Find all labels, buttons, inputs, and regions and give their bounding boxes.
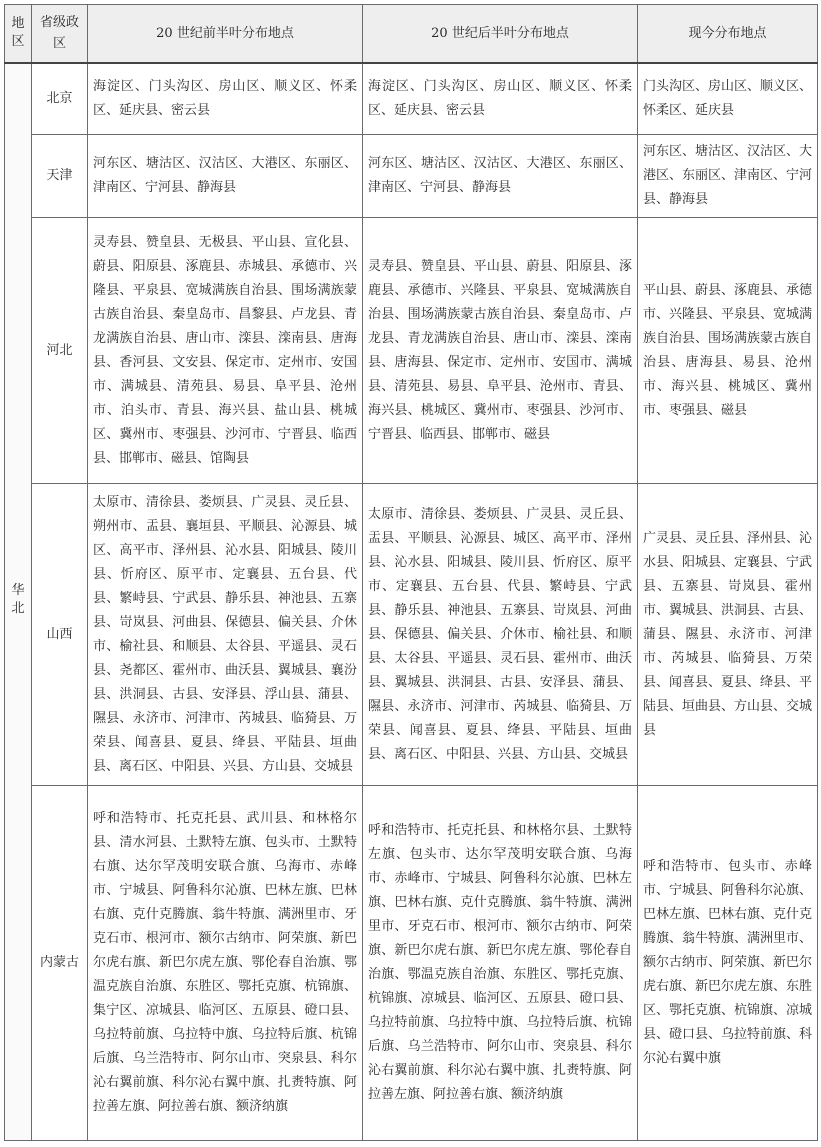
table-row [5, 63, 818, 135]
header-early-20th-century: 20 世纪前半叶分布地点 [88, 5, 363, 63]
header-row [5, 5, 818, 63]
late-locations-cell: 河东区、塘沽区、汉沽区、大港区、东丽区、津南区、宁河县、静海县 [363, 135, 638, 218]
late-locations-cell: 呼和浩特市、托克托县、和林格尔县、土默特左旗、包头市、达尔罕茂明安联合旗、乌海市、赤峰市、宁城县、阿鲁科尔沁旗、巴林左旗、巴林右旗、克什克腾旗、翁牛特旗、满洲里市、牙克石市、根河市、额尔古纳市、阿荣旗、新巴尔虎右旗、新巴尔虎左旗、鄂伦春自治旗、鄂温克族自治旗、东胜区、鄂托克旗、杭锦旗、凉城县、临河区、五原县、磴口县、乌拉特前旗、乌拉特中旗、乌拉特后旗、杭锦后旗、乌兰浩特市、阿尔山市、突泉县、科尔沁右翼前旗、科尔沁右翼中旗、扎赉特旗、阿拉善左旗、阿拉善右旗、额济纳旗 [363, 786, 638, 1141]
header-region: 地区 [5, 5, 32, 63]
early-locations-cell: 海淀区、门头沟区、房山区、顺义区、怀柔区、延庆县、密云县 [88, 63, 363, 135]
province-cell: 山西 [32, 484, 88, 786]
present-locations-cell: 呼和浩特市、包头市、赤峰市、宁城县、阿鲁科尔沁旗、巴林左旗、巴林右旗、克什克腾旗、翁牛特旗、满洲里市、额尔古纳市、阿荣旗、新巴尔虎右旗、新巴尔虎左旗、东胜区、鄂托克旗、杭锦旗、凉城县、磴口县、乌拉特前旗、科尔沁右翼中旗 [638, 786, 818, 1141]
table-row [5, 786, 818, 1141]
header-late-20th-century: 20 世纪后半叶分布地点 [363, 5, 638, 63]
present-locations-cell: 平山县、蔚县、涿鹿县、承德市、兴隆县、平泉县、宽城满族自治县、围场满族蒙古族自治县、唐海县、易县、沧州市、海兴县、桃城区、冀州市、枣强县、磁县 [638, 218, 818, 484]
present-locations-cell: 河东区、塘沽区、汉沽区、大港区、东丽区、津南区、宁河县、静海县 [638, 135, 818, 218]
header-province: 省级政区 [32, 5, 88, 63]
early-locations-cell: 呼和浩特市、托克托县、武川县、和林格尔县、清水河县、土默特左旗、包头市、土默特右旗、达尔罕茂明安联合旗、乌海市、赤峰市、宁城县、阿鲁科尔沁旗、巴林左旗、巴林右旗、克什克腾旗、翁牛特旗、满洲里市、牙克石市、根河市、额尔古纳市、阿荣旗、新巴尔虎右旗、新巴尔虎左旗、鄂伦春自治旗、鄂温克族自治旗、东胜区、鄂托克旗、杭锦旗、集宁区、凉城县、临河区、五原县、磴口县、乌拉特前旗、乌拉特中旗、乌拉特后旗、杭锦后旗、乌兰浩特市、阿尔山市、突泉县、科尔沁右翼前旗、科尔沁右翼中旗、扎赉特旗、阿拉善左旗、阿拉善右旗、额济纳旗 [88, 786, 363, 1141]
table-row [5, 218, 818, 484]
region-cell: 华北 [5, 63, 32, 1141]
province-cell: 天津 [32, 135, 88, 218]
late-locations-cell: 灵寿县、赞皇县、平山县、蔚县、阳原县、涿鹿县、承德市、兴隆县、平泉县、宽城满族自治县、围场满族蒙古族自治县、秦皇岛市、卢龙县、青龙满族自治县、唐山市、滦县、滦南县、唐海县、保定市、定州市、安国市、满城县、清苑县、易县、阜平县、沧州市、青县、海兴县、桃城区、冀州市、枣强县、沙河市、宁晋县、临西县、邯郸市、磁县 [363, 218, 638, 484]
province-cell: 北京 [32, 63, 88, 135]
header-present: 现今分布地点 [638, 5, 818, 63]
late-locations-cell: 太原市、清徐县、娄烦县、广灵县、灵丘县、盂县、平顺县、沁源县、城区、高平市、泽州县、沁水县、阳城县、陵川县、忻府区、原平市、定襄县、五台县、代县、繁峙县、宁武县、静乐县、神池县、五寨县、岢岚县、河曲县、保德县、偏关县、介休市、榆社县、和顺县、太谷县、平遥县、灵石县、霍州市、曲沃县、翼城县、洪洞县、古县、安泽县、蒲县、隰县、永济市、河津市、芮城县、临猗县、万荣县、闻喜县、夏县、绛县、平陆县、垣曲县、离石区、中阳县、兴县、方山县、交城县 [363, 484, 638, 786]
province-cell: 内蒙古 [32, 786, 88, 1141]
early-locations-cell: 太原市、清徐县、娄烦县、广灵县、灵丘县、朔州市、盂县、襄垣县、平顺县、沁源县、城区、高平市、泽州县、沁水县、阳城县、陵川县、忻府区、原平市、定襄县、五台县、代县、繁峙县、宁武县、静乐县、神池县、五寨县、岢岚县、河曲县、保德县、偏关县、介休市、榆社县、和顺县、太谷县、平遥县、灵石县、尧都区、霍州市、曲沃县、翼城县、襄汾县、洪洞县、古县、安泽县、浮山县、蒲县、隰县、永济市、河津市、芮城县、临猗县、万荣县、闻喜县、夏县、绛县、平陆县、垣曲县、离石区、中阳县、兴县、方山县、交城县 [88, 484, 363, 786]
early-locations-cell: 灵寿县、赞皇县、无极县、平山县、宣化县、蔚县、阳原县、涿鹿县、赤城县、承德市、兴隆县、平泉县、宽城满族自治县、围场满族蒙古族自治县、秦皇岛市、昌黎县、卢龙县、青龙满族自治县、唐山市、滦县、滦南县、唐海县、香河县、文安县、保定市、定州市、安国市、满城县、清苑县、易县、阜平县、沧州市、泊头市、青县、海兴县、盐山县、桃城区、冀州市、枣强县、沙河市、宁晋县、临西县、邯郸市、磁县、馆陶县 [88, 218, 363, 484]
province-cell: 河北 [32, 218, 88, 484]
table-row [5, 484, 818, 786]
table-row [5, 135, 818, 218]
present-locations-cell: 门头沟区、房山区、顺义区、怀柔区、延庆县 [638, 63, 818, 135]
early-locations-cell: 河东区、塘沽区、汉沽区、大港区、东丽区、津南区、宁河县、静海县 [88, 135, 363, 218]
distribution-table [4, 4, 818, 1141]
late-locations-cell: 海淀区、门头沟区、房山区、顺义区、怀柔区、延庆县、密云县 [363, 63, 638, 135]
present-locations-cell: 广灵县、灵丘县、泽州县、沁水县、阳城县、定襄县、宁武县、五寨县、岢岚县、霍州市、翼城县、洪洞县、古县、蒲县、隰县、永济市、河津市、芮城县、临猗县、万荣县、闻喜县、夏县、绛县、平陆县、垣曲县、方山县、交城县 [638, 484, 818, 786]
